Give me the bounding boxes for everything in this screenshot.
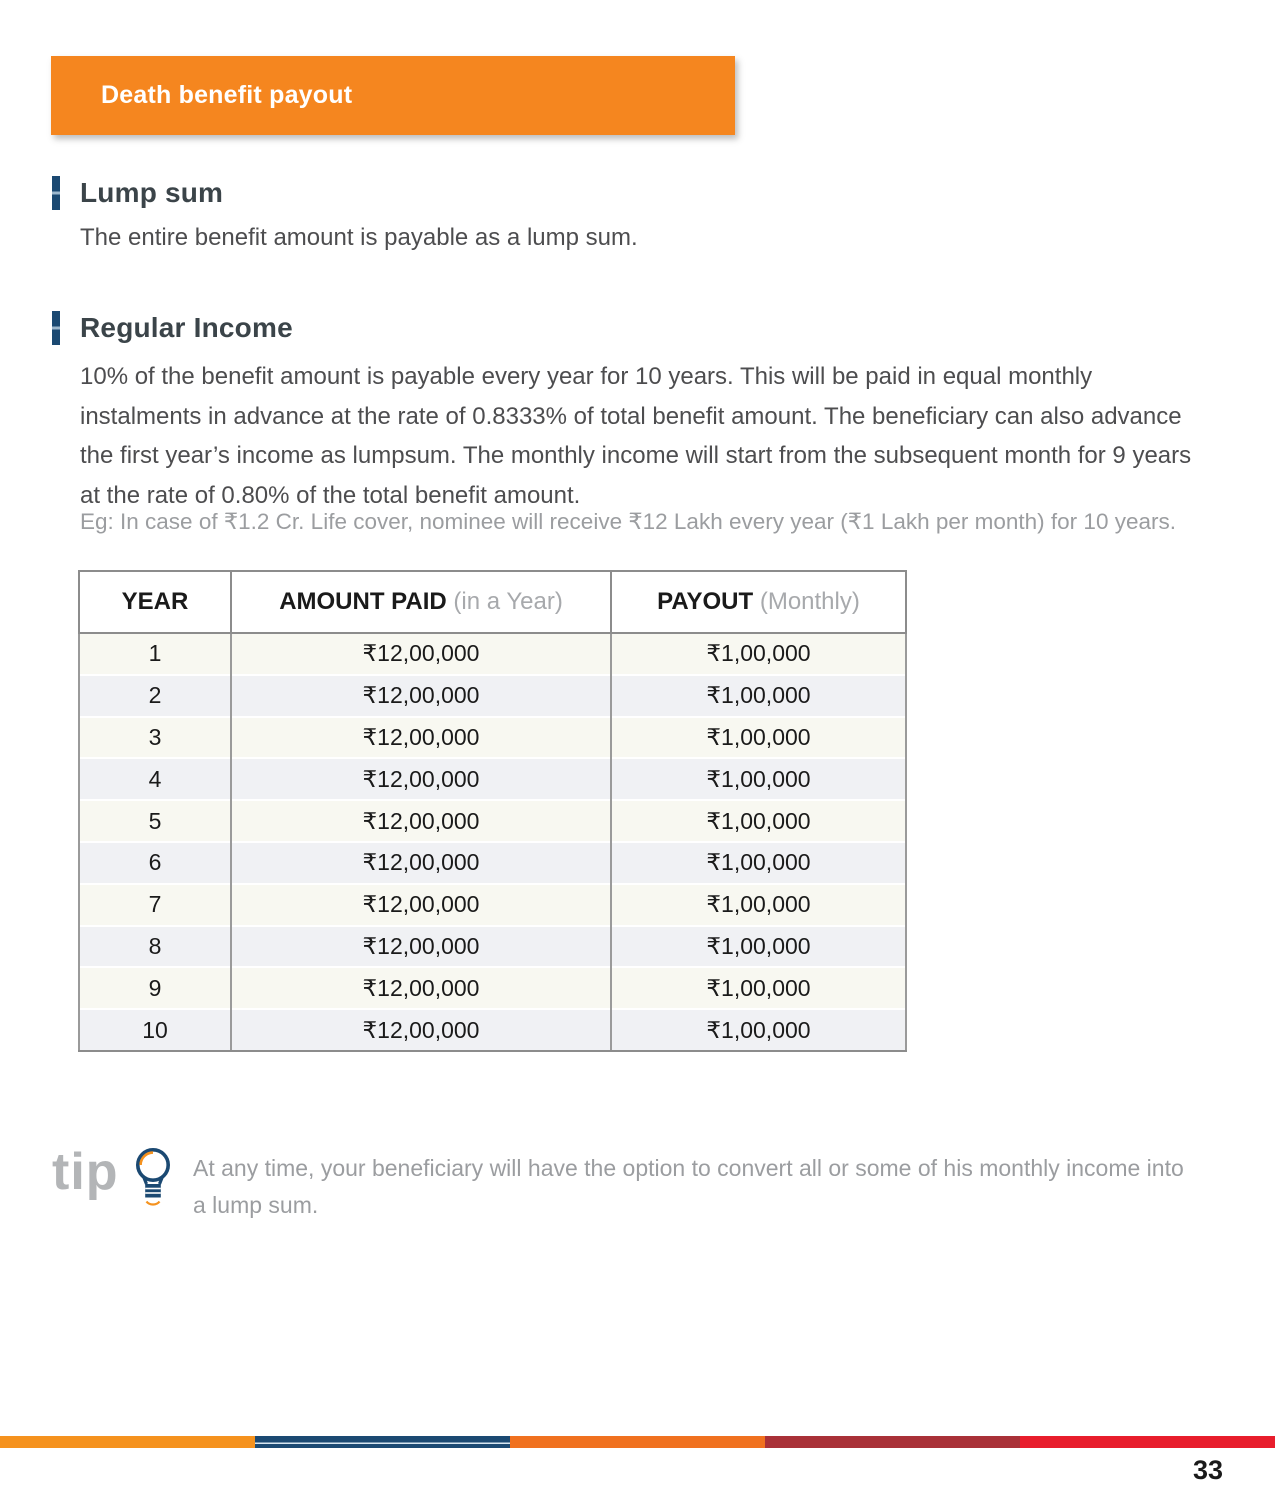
cell-payout: ₹1,00,000 (611, 675, 906, 717)
cell-payout: ₹1,00,000 (611, 800, 906, 842)
stripe-segment-red (1020, 1436, 1275, 1448)
regular-income-body: 10% of the benefit amount is payable every year for 10 years. This will be paid in equal monthly instalments in advance at the rate of 0.8333% of total benefit amount. The beneficiary can also advance the first year’s income as lumpsum. The monthly income will start from the subsequent month for 9 years at the rate of 0.80% of the total benefit amount. (80, 363, 1192, 509)
cell-year: 8 (79, 926, 231, 968)
regular-income-heading (52, 311, 293, 345)
table-row (79, 633, 906, 675)
table-row (79, 675, 906, 717)
cell-amount: ₹12,00,000 (231, 926, 611, 968)
lump-sum-heading-text: Lump sum (80, 177, 224, 208)
cell-payout: ₹1,00,000 (611, 633, 906, 675)
column-label: YEAR (121, 588, 189, 615)
cell-year: 9 (79, 967, 231, 1009)
cell-payout: ₹1,00,000 (611, 926, 906, 968)
regular-income-heading-text: Regular Income (80, 312, 293, 343)
tip-label: tip (52, 1143, 119, 1201)
payout-table-header (79, 571, 906, 633)
table-row (79, 884, 906, 926)
table-row (79, 717, 906, 759)
page-number: 33 (1192, 1455, 1223, 1485)
cell-year: 3 (79, 717, 231, 759)
heading-accent-bar (52, 311, 60, 345)
cell-year: 2 (79, 675, 231, 717)
stripe-segment-navy (255, 1436, 510, 1448)
column-sublabel: (Monthly) (759, 588, 860, 615)
column-header-amount (231, 571, 611, 633)
tip-text: At any time, your beneficiary will have the option to convert all or some of his monthly income into a lump sum. (193, 1155, 1184, 1218)
cell-payout: ₹1,00,000 (611, 842, 906, 884)
table-row (79, 926, 906, 968)
cell-payout: ₹1,00,000 (611, 1009, 906, 1051)
stripe-segment-maroon (765, 1436, 1020, 1448)
cell-year: 10 (79, 1009, 231, 1051)
cell-amount: ₹12,00,000 (231, 675, 611, 717)
column-label: PAYOUT (657, 588, 754, 615)
table-row (79, 842, 906, 884)
stripe-segment-orange-dark (510, 1436, 765, 1448)
table-row (79, 1009, 906, 1051)
cell-payout: ₹1,00,000 (611, 717, 906, 759)
lump-sum-body: The entire benefit amount is payable as a lump sum. (80, 224, 638, 251)
stripe-segment-orange-light (0, 1436, 255, 1448)
table-row (79, 967, 906, 1009)
footer-stripe (0, 1436, 1275, 1448)
cell-amount: ₹12,00,000 (231, 717, 611, 759)
cell-payout: ₹1,00,000 (611, 758, 906, 800)
cell-year: 4 (79, 758, 231, 800)
lightbulb-icon (128, 1146, 178, 1212)
cell-payout: ₹1,00,000 (611, 884, 906, 926)
lump-sum-heading (52, 176, 223, 210)
column-header-payout (611, 571, 906, 633)
table-row (79, 758, 906, 800)
cell-year: 1 (79, 633, 231, 675)
table-row (79, 800, 906, 842)
cell-year: 6 (79, 842, 231, 884)
cell-amount: ₹12,00,000 (231, 884, 611, 926)
payout-table-body (79, 633, 906, 1051)
cell-amount: ₹12,00,000 (231, 633, 611, 675)
cell-amount: ₹12,00,000 (231, 800, 611, 842)
cell-amount: ₹12,00,000 (231, 967, 611, 1009)
column-header-year (79, 571, 231, 633)
heading-accent-bar (52, 176, 60, 210)
cell-year: 7 (79, 884, 231, 926)
banner-title: Death benefit payout (101, 81, 353, 109)
cell-year: 5 (79, 800, 231, 842)
cell-amount: ₹12,00,000 (231, 842, 611, 884)
cell-payout: ₹1,00,000 (611, 967, 906, 1009)
column-sublabel: (in a Year) (453, 588, 563, 615)
cell-amount: ₹12,00,000 (231, 1009, 611, 1051)
payout-table (78, 570, 907, 1052)
cell-amount: ₹12,00,000 (231, 758, 611, 800)
section-banner (51, 56, 735, 135)
regular-income-example: Eg: In case of ₹1.2 Cr. Life cover, nominee will receive ₹12 Lakh every year (₹1 Lakh per month) for 10 years. (80, 509, 1176, 534)
column-label: AMOUNT PAID (279, 588, 447, 615)
